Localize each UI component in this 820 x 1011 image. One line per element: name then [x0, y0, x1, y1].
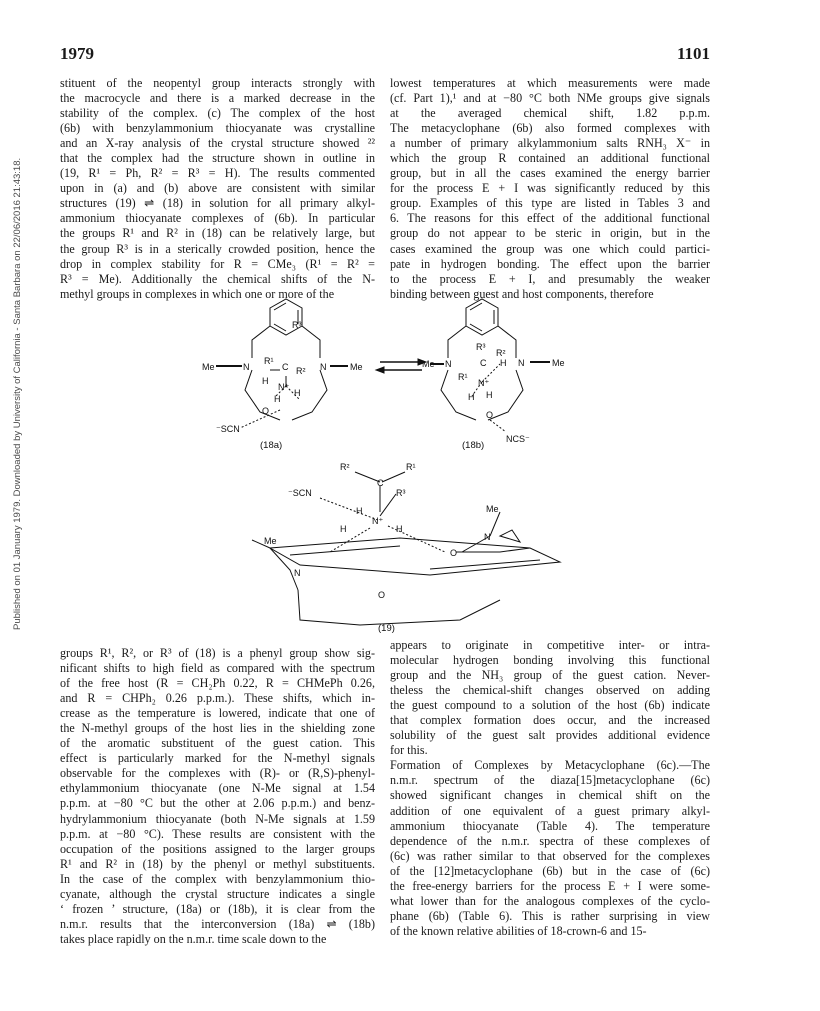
text-line: crease as the temperature is lowered, indicate that one of	[60, 706, 375, 721]
text-line: a number of primary alkylammonium salts RNH₃ X⁻ in	[390, 136, 710, 151]
page-number: 1101	[676, 44, 710, 63]
text-line: the N-methyl groups of the host lies in the shielding zone	[60, 721, 375, 736]
text-line: The metacyclophane (6b) also formed complexes with	[390, 121, 710, 136]
text-line: of the [12]metacyclophane (6b) but in the case of (6c)	[390, 863, 710, 878]
text-line: (6b) with benzylammonium thiocyanate was crystalline	[60, 121, 375, 136]
atom-o-18b: O	[486, 410, 494, 420]
text-line: showed significant changes in chemical shift on the	[390, 788, 710, 803]
atom-h1-19: H	[356, 506, 363, 516]
atom-me-right-18b: Me	[552, 358, 565, 368]
text-line: ammonium thiocyanate (Table 4). The temperature	[390, 818, 710, 833]
text-line: n.m.r. spectrum of the diaza[15]metacyclophane (6c)	[390, 773, 710, 788]
text-line: R¹ and R² in (18) by the phenyl or methyl substituents.	[60, 856, 375, 871]
column-left-bottom	[60, 646, 375, 947]
atom-n-plus-18a: N⁺	[278, 382, 290, 392]
column-right-bottom	[390, 638, 710, 939]
text-line: what lower than for the analogous complexes of the cyclo-	[390, 893, 710, 908]
atom-h3-18a: H	[294, 388, 301, 398]
atom-n-right-18b: N	[518, 358, 525, 368]
atom-h2-18a: H	[274, 394, 281, 404]
text-line: to the process E + I, and presumably the weaker	[390, 271, 710, 286]
atom-n-right-18a: N	[320, 362, 327, 372]
aromatic-ring-19	[270, 538, 560, 575]
text-line: group do not appear to be steric in origin, but in the	[390, 226, 710, 241]
column-left-top	[60, 76, 375, 302]
atom-scn-19: ⁻SCN	[288, 488, 312, 498]
atom-c-18a: C	[282, 362, 289, 372]
text-line: dependence of the n.m.r. spectra of these complexes of	[390, 833, 710, 848]
atom-n-left-18a: N	[243, 362, 250, 372]
structure-figure	[200, 290, 640, 635]
atom-r1-18b: R¹	[458, 372, 468, 382]
atom-n-left-19: N	[294, 568, 301, 578]
text-line: of the free host (R = CH₂Ph 0.22, R = CHMePh 0.26,	[60, 676, 375, 691]
text-line: p.p.m. at −80 °C but the other at 2.06 p.p.m.) and benz-	[60, 796, 375, 811]
text-line: methyl groups in complexes in which one or more of the	[60, 286, 335, 301]
text-line: n.m.r. results that the interconversion (18a) ⇌ (18b)	[60, 916, 375, 931]
atom-n-plus-18b: N⁺	[478, 378, 490, 388]
text-line: for this.	[390, 743, 428, 758]
atom-o-18a: O	[262, 406, 270, 416]
text-line: and an X-ray analysis of the crystal structure showed ²²	[60, 136, 375, 151]
text-line: which the group R contained an additional functional	[390, 151, 710, 166]
atom-n-right-19: N	[484, 532, 491, 542]
atom-r3-18b: R³	[476, 342, 486, 352]
text-line: cases examined the group was one which could partici-	[390, 241, 710, 256]
text-line: at the averaged chemical shift, 1.82 p.p.m.	[390, 106, 710, 121]
text-line: the macrocycle and there is a marked decrease in the	[60, 91, 375, 106]
text-line: (6c) was rather similar to that observed for the complexes	[390, 848, 710, 863]
text-line: the groups R¹ and R² in (18) can be relatively large, but	[60, 226, 375, 241]
atom-me-right-19: Me	[486, 504, 499, 514]
text-line: (cf. Part 1),¹ and at −80 °C both NMe groups give signals	[390, 91, 710, 106]
text-line: In the case of the complex with benzylammonium thio-	[60, 871, 375, 886]
atom-h1-18a: H	[262, 376, 269, 386]
atom-r1-19: R¹	[406, 462, 416, 472]
text-line: lowest temperatures at which measurements were made	[390, 76, 710, 90]
atom-me-right-18a: Me	[350, 362, 363, 372]
text-line: hydrylammonium thiocyanate (both N-Me signals at 1.59	[60, 811, 375, 826]
text-line: takes place rapidly on the n.m.r. time scale down to the	[60, 931, 327, 946]
text-line: 6. The reasons for this effect of the additional functional	[390, 211, 710, 226]
text-line: groups R¹, R², or R³ of (18) is a phenyl group show sig-	[60, 646, 375, 660]
text-line: group and the NH₃ group of the guest cation. Never-	[390, 668, 710, 683]
text-line: the guest compound to a solution of the host (6b) indicate	[390, 698, 710, 713]
text-line: of the aromatic substituent of the guest cation. This	[60, 736, 375, 751]
text-line: the free-energy barriers for the process E + I were some-	[390, 878, 710, 893]
text-line: (19, R¹ = Ph, R² = R³ = H). The results commented	[60, 166, 375, 181]
atom-r2-19: R²	[340, 462, 350, 472]
atom-r2-18b: R²	[496, 348, 506, 358]
text-line: group, but in all the cases examined the energy barrier	[390, 166, 710, 181]
text-line: stituent of the neopentyl group interacts strongly with	[60, 76, 375, 90]
atom-h2-19: H	[340, 524, 347, 534]
text-line: for the process E + I was significantly reduced by this	[390, 181, 710, 196]
text-line: Formation of Complexes by Metacyclophane (6c).—The	[390, 758, 710, 773]
text-line: that complex formation does occur, and the increased	[390, 713, 710, 728]
atom-c-18b: C	[480, 358, 487, 368]
page-header	[60, 44, 710, 66]
text-line: phane (6b) (Table 6). This is rather surprising in view	[390, 908, 710, 923]
text-line: theless the chemical-shift changes observed on adding	[390, 683, 710, 698]
text-line: cyanate, although the crystal structure indicates a single	[60, 886, 375, 901]
atom-r1-18a: R¹	[264, 356, 274, 366]
atom-ncs-18b: NCS⁻	[506, 434, 530, 444]
caption-18b: (18b)	[462, 440, 485, 451]
text-line: addition of one equivalent of a guest primary alkyl-	[390, 803, 710, 818]
text-line: ammonium thiocyanate complexes of (6b). In particular	[60, 211, 375, 226]
text-line: binding between guest and host components, therefore	[390, 286, 654, 301]
caption-18a: (18a)	[260, 440, 283, 451]
download-watermark-text: Published on 01 January 1979. Downloaded by University of California - Santa Barbara on 22/06/2016 21:43:18.	[12, 157, 23, 630]
atom-me-left-18a: Me	[202, 362, 215, 372]
atom-h3-18b: H	[486, 390, 493, 400]
atom-r3-19: R³	[396, 488, 406, 498]
text-line: stability of the complex. (c) The complex of the host	[60, 106, 375, 121]
caption-19: (19)	[378, 623, 395, 634]
atom-h-nh-18b: H	[500, 358, 507, 368]
atom-n-plus-19: N⁺	[372, 516, 384, 526]
atom-me-left-19: Me	[264, 536, 277, 546]
text-line: the group R³ is in a sterically crowded position, hence the	[60, 241, 375, 256]
text-line: p.p.m. at −80 °C). These results are consistent with the	[60, 826, 375, 841]
text-line: ‘ frozen ’ structure, (18a) or (18b), it is clear from the	[60, 901, 375, 916]
atom-r2-18a: R²	[296, 366, 306, 376]
text-line: structures (19) ⇌ (18) in solution for all primary alkyl-	[60, 196, 375, 211]
text-line: that the complex had the structure shown in outline in	[60, 151, 375, 166]
text-line: occupation of the positions assigned to the larger groups	[60, 841, 375, 856]
text-line: observable for the complexes with (R)- or (R,S)-phenyl-	[60, 766, 375, 781]
atom-r3-18a: R³	[292, 320, 302, 330]
text-line: pate in hydrogen bonding. The effect upon the barrier	[390, 256, 710, 271]
text-line: effect is particularly marked for the N-methyl signals	[60, 751, 375, 766]
atom-o-ring-19: O	[378, 590, 386, 600]
text-line: of the known relative abilities of 18-crown-6 and 15-	[390, 923, 647, 938]
text-line: ethylammonium thiocyanate (one N-Me signal at 1.54	[60, 781, 375, 796]
column-right-top	[390, 76, 710, 302]
text-line: solubility of the guest salt provides additional evidence	[390, 728, 710, 743]
text-line: and R = CHPh₂ 0.26 p.p.m.). These shifts, which in-	[60, 691, 375, 706]
atom-n-left-18b: N	[445, 359, 452, 369]
equilibrium-arrow	[376, 359, 426, 373]
atom-scn-18a: ⁻SCN	[216, 424, 240, 434]
benzene-ring-18b	[466, 299, 498, 335]
atom-o-19: O	[450, 548, 458, 558]
atom-h3-19: H	[396, 524, 403, 534]
text-line: R³ = Me). Additionally the chemical shifts of the N-	[60, 271, 375, 286]
atom-me-left-18b: Me	[422, 359, 435, 369]
text-line: upon in (a) and (b) above are consistent with similar	[60, 181, 375, 196]
text-line: appears to originate in competitive inter- or intra-	[390, 638, 710, 652]
text-line: molecular hydrogen bonding involving this functional	[390, 653, 710, 668]
text-line: group. Examples of this type are listed in Tables 3 and	[390, 196, 710, 211]
atom-h2-18b: H	[468, 392, 475, 402]
structure-diagram	[200, 290, 640, 635]
download-watermark	[0, 40, 22, 640]
atom-c-19: C	[377, 478, 384, 488]
text-line: nificant shifts to high field as compared with the spectrum	[60, 661, 375, 676]
text-line: drop in complex stability for R = CMe₃ (R¹ = R² =	[60, 256, 375, 271]
journal-year: 1979	[60, 44, 94, 63]
